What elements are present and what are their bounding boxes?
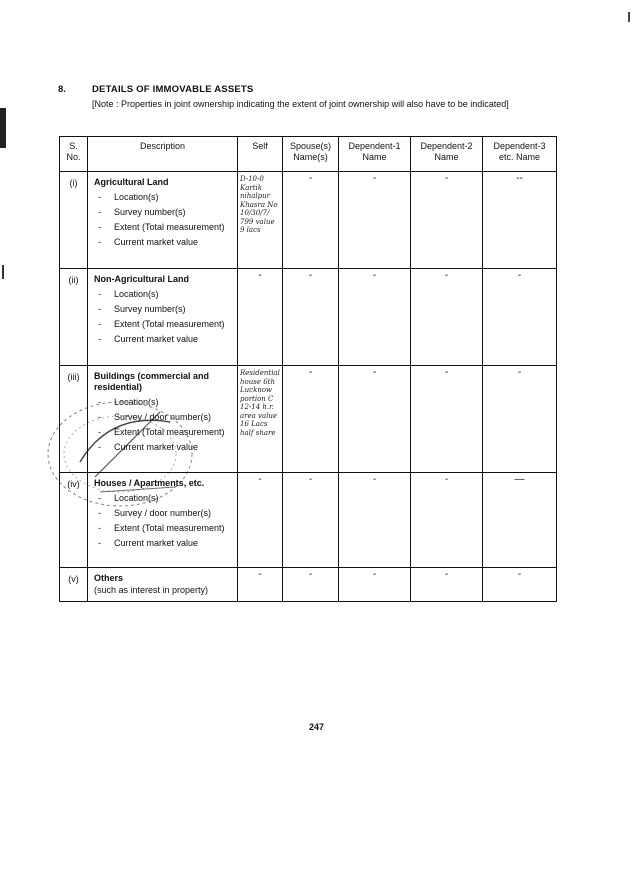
row-item: - Location(s) xyxy=(94,289,233,300)
header-self: Self xyxy=(238,137,283,172)
row-item: - Current market value xyxy=(94,334,233,345)
cell-self: - xyxy=(238,568,283,602)
row-sno: (i) xyxy=(60,172,88,269)
row-description xyxy=(88,473,238,568)
cell-self: - xyxy=(238,473,283,568)
handwritten-self-entry: D-10-0 Kartik nihalpur Khasra No 10/30/7/ 799 value 9 lacs xyxy=(238,172,283,269)
row-item: - Survey / door number(s) xyxy=(94,412,233,423)
row-item: - Extent (Total measurement) xyxy=(94,319,233,330)
cell-dependent-3: — xyxy=(483,473,557,568)
row-item: - Location(s) xyxy=(94,397,233,408)
table-row xyxy=(60,473,557,568)
row-subtitle: (such as interest in property) xyxy=(94,585,209,595)
header-description: Description xyxy=(88,137,238,172)
row-item: - Extent (Total measurement) xyxy=(94,427,233,438)
row-item: - Extent (Total measurement) xyxy=(94,523,233,534)
row-description xyxy=(88,568,238,602)
row-sno: (iv) xyxy=(60,473,88,568)
scan-edge-tick-right xyxy=(628,12,630,22)
section-note: [Note : Properties in joint ownership indicating the extent of joint ownership will also have to be indicated] xyxy=(92,99,509,109)
cell-dependent-3: - xyxy=(483,366,557,473)
row-description xyxy=(88,366,238,473)
row-item: - Extent (Total measurement) xyxy=(94,222,233,233)
table-row xyxy=(60,366,557,473)
table-row xyxy=(60,269,557,366)
table-header-row xyxy=(60,137,557,172)
section-title: DETAILS OF IMMOVABLE ASSETS xyxy=(92,84,254,95)
row-item: - Location(s) xyxy=(94,192,233,203)
cell-dependent-3: - xyxy=(483,568,557,602)
header-dependent-3: Dependent-3 etc. Name xyxy=(483,137,557,172)
cell-dependent-1: - xyxy=(339,366,411,473)
cell-spouse: - xyxy=(283,568,339,602)
header-dependent-1: Dependent-1 Name xyxy=(339,137,411,172)
row-title: Agricultural Land xyxy=(94,177,169,187)
cell-dependent-1: - xyxy=(339,269,411,366)
row-title: Buildings (commercial and residential) xyxy=(94,371,210,392)
row-item: - Location(s) xyxy=(94,493,233,504)
row-title: Non-Agricultural Land xyxy=(94,274,189,284)
row-item: - Survey / door number(s) xyxy=(94,508,233,519)
header-dependent-2: Dependent-2 Name xyxy=(411,137,483,172)
cell-dependent-2: - xyxy=(411,473,483,568)
table-row xyxy=(60,568,557,602)
cell-spouse: - xyxy=(283,366,339,473)
cell-dependent-2: - xyxy=(411,269,483,366)
row-sno: (ii) xyxy=(60,269,88,366)
cell-spouse: - xyxy=(283,172,339,269)
cell-dependent-1: - xyxy=(339,568,411,602)
table-row xyxy=(60,172,557,269)
cell-dependent-1: - xyxy=(339,172,411,269)
row-title: Others xyxy=(94,573,124,583)
cell-dependent-2: - xyxy=(411,366,483,473)
scan-edge-mark xyxy=(0,108,6,148)
cell-spouse: - xyxy=(283,269,339,366)
cell-dependent-2: - xyxy=(411,172,483,269)
row-sno: (v) xyxy=(60,568,88,602)
scan-edge-tick xyxy=(2,265,4,279)
cell-self: - xyxy=(238,269,283,366)
row-item: - Survey number(s) xyxy=(94,207,233,218)
header-spouse: Spouse(s) Name(s) xyxy=(283,137,339,172)
immovable-assets-table xyxy=(59,136,557,602)
page-number: 247 xyxy=(309,722,325,732)
row-description xyxy=(88,172,238,269)
section-number: 8. xyxy=(58,84,66,95)
row-item: - Survey number(s) xyxy=(94,304,233,315)
row-item: - Current market value xyxy=(94,442,233,453)
row-title: Houses / Apartments, etc. xyxy=(94,478,205,488)
cell-dependent-1: - xyxy=(339,473,411,568)
handwritten-self-entry: Residential house 6th Lucknow portion C 12-14 h.r. area value 16 Lacs half share xyxy=(238,366,283,473)
row-sno: (iii) xyxy=(60,366,88,473)
cell-dependent-3: -- xyxy=(483,172,557,269)
row-description xyxy=(88,269,238,366)
row-item: - Current market value xyxy=(94,237,233,248)
cell-dependent-2: - xyxy=(411,568,483,602)
row-item: - Current market value xyxy=(94,538,233,549)
cell-dependent-3: - xyxy=(483,269,557,366)
header-sno: S. No. xyxy=(60,137,88,172)
cell-spouse: - xyxy=(283,473,339,568)
